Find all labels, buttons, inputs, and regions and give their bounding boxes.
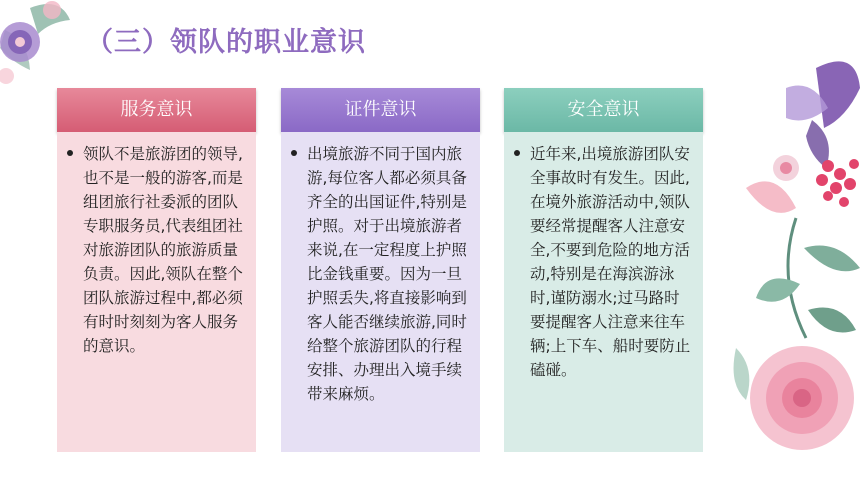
slide-title: （三）领队的职业意识 [86,27,366,58]
top-left-flower-decoration [0,0,80,90]
card-heading: 安全意识 [504,88,703,132]
bullet-icon [514,150,520,156]
service-awareness-card [57,88,256,452]
safety-awareness-card [504,88,703,452]
card-text: 领队不是旅游团的领导,也不是一般的游客,而是组团旅行社委派的团队专职服务员,代表组团社对旅游团队的旅游质量负责。因此,领队在整个团队旅游过程中,都必须有时时刻刻为客人服务的意识。 [83,145,243,355]
card-heading: 服务意识 [57,88,256,132]
card-text: 近年来,出境旅游团队安全事故时有发生。因此,在境外旅游活动中,领队要经常提醒客人注意安全,不要到危险的地方活动,特别是在海滨游泳时,谨防溺水;过马路时要提醒客人注意来往车辆;上下车、船时要防止磕碰。 [530,145,691,379]
card-heading: 证件意识 [281,88,480,132]
document-awareness-card [281,88,480,452]
bullet-icon [67,150,73,156]
bullet-icon [291,150,297,156]
right-flower-decoration [716,48,860,484]
card-text: 出境旅游不同于国内旅游,每位客人都必须具备齐全的出国证件,特别是护照。对于出境旅游者来说,在一定程度上护照比金钱重要。因为一旦护照丢失,将直接影响到客人能否继续旅游,同时给整个旅游团队的行程安排、办理出入境手续带来麻烦。 [307,145,467,403]
